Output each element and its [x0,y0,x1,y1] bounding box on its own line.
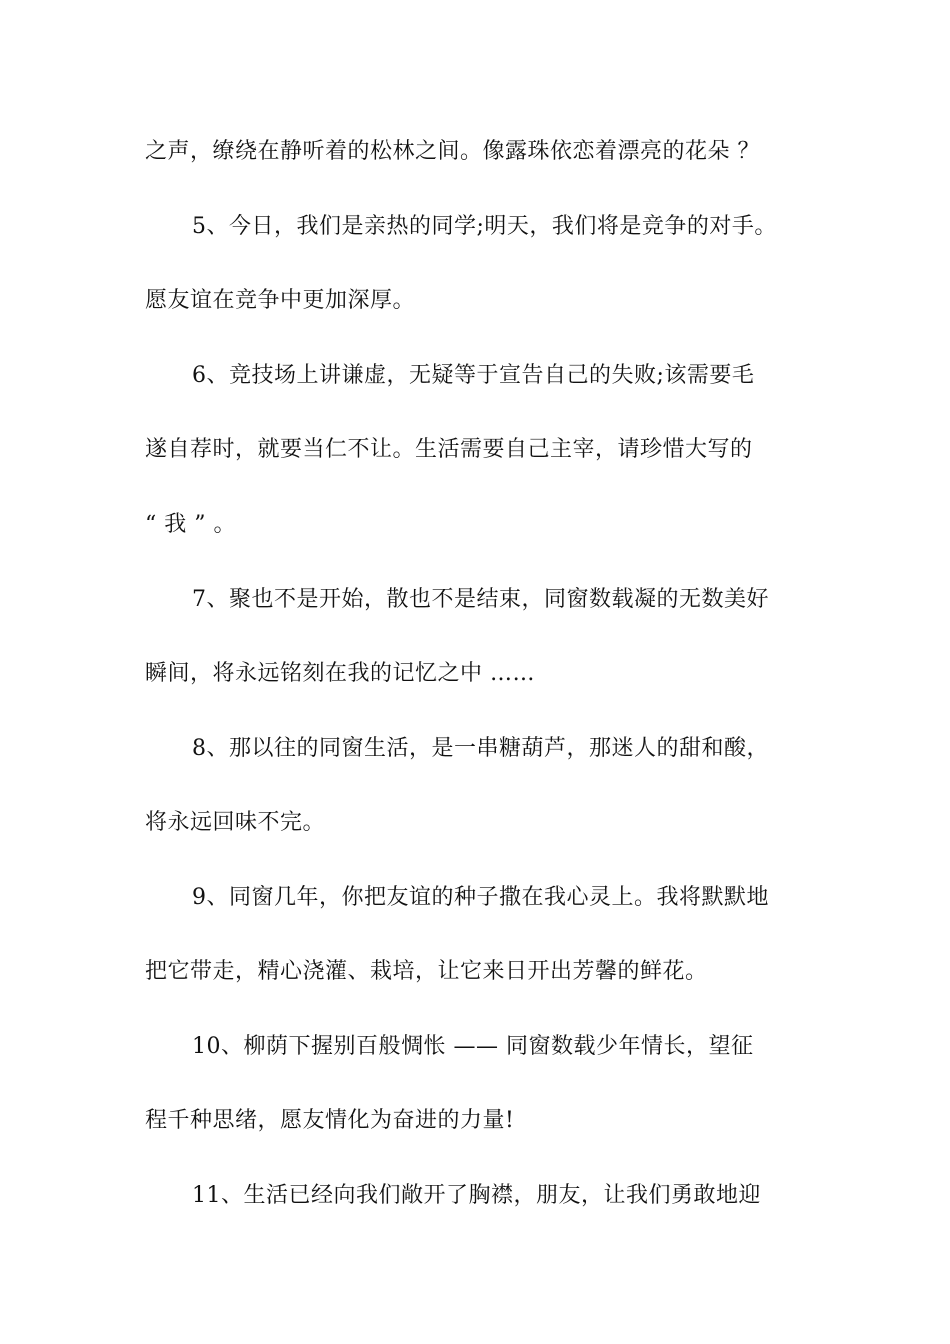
text-line: 瞬间，将永远铭刻在我的记忆之中 …… [145,661,535,686]
text-line: 6、竞技场上讲谦虚，无疑等于宣告自己的失败;该需要毛 [192,363,755,388]
text-line: “ 我 ” 。 [145,512,236,537]
text-line: 之声，缭绕在静听着的松林之间。像露珠依恋着漂亮的花朵 ？ [145,139,760,164]
text-line: 7、聚也不是开始，散也不是结束，同窗数载凝的无数美好 [192,587,769,612]
text-line: 11、生活已经向我们敞开了胸襟，朋友，让我们勇敢地迎 [192,1183,761,1208]
text-line: 8、那以往的同窗生活，是一串糖葫芦，那迷人的甜和酸， [192,736,769,761]
text-line: 把它带走，精心浇灌、栽培，让它来日开出芳馨的鲜花。 [145,959,708,984]
text-line: 10、柳荫下握别百般惆怅 —— 同窗数载少年情长，望征 [192,1034,754,1059]
text-line: 5、今日，我们是亲热的同学;明天，我们将是竞争的对手。 [192,214,777,239]
text-line: 愿友谊在竞争中更加深厚。 [145,288,416,313]
text-line: 程千种思绪，愿友情化为奋进的力量! [145,1108,515,1133]
text-line: 将永远回味不完。 [145,810,326,835]
text-line: 遂自荐时，就要当仁不让。生活需要自己主宰，请珍惜大写的 [145,437,753,462]
text-line: 9、同窗几年，你把友谊的种子撒在我心灵上。我将默默地 [192,885,769,910]
